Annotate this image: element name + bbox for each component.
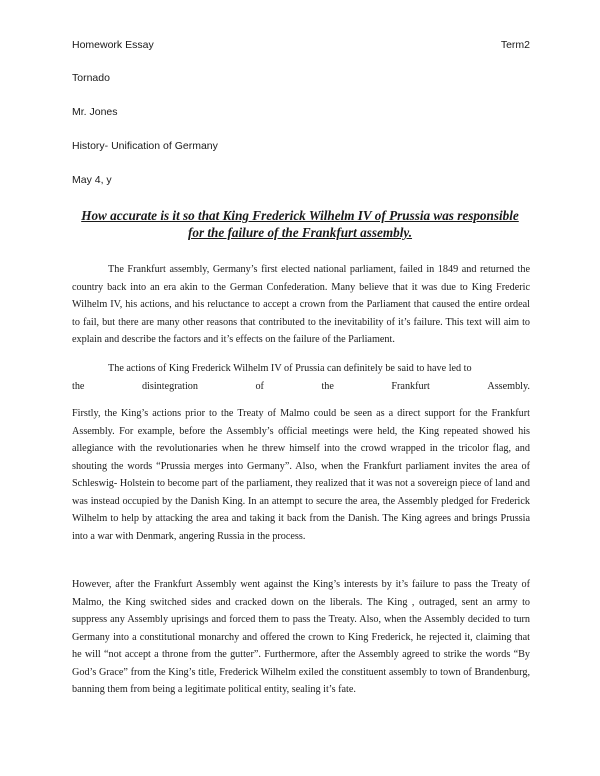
date-line: May 4, y (72, 174, 112, 186)
thesis-word: the (321, 380, 334, 392)
header-right: Term2 (500, 39, 530, 51)
thesis-word: disintegration (141, 380, 198, 392)
header-left: Homework Essay (72, 39, 154, 51)
thesis-word: Assembly. (487, 380, 530, 392)
thesis-line-2 (72, 378, 530, 396)
thesis-word: Frankfurt (391, 380, 430, 392)
paragraph-body-1: Firstly, the King’s actions prior to the Treaty of Malmo could be seen as a direct support for the Frankfurt Assembly. For example, before the Assembly’s official meetings were held, the King repeated showed his allegiance with the revolutionaries when he threw himself into the crowd wrapped in the tricolor flag, and shouting the words “Prussia merges into Germany”. Also, when the Frankfurt parliament invites the area of Schleswig- Holstein to become part of the parliament, they realized that it was not a sovereign piece of land and was instead occupied by the Danish King. In an attempt to secure the area, the Assembly pledged for Frederick Wilhelm to help by attacking the area and taking it back from the Danish. The King agrees and brings Prussia into a war with Denmark, angering Russia in the process. (72, 408, 530, 542)
title-line-1: How accurate is it so that King Frederick Wilhelm IV of Prussia was responsible (81, 208, 519, 223)
subject-line: History- Unification of Germany (72, 140, 218, 152)
paragraph-thesis (72, 360, 530, 395)
paragraph-intro: The Frankfurt assembly, Germany’s first elected national parliament, failed in 1849 and returned the country back into an era akin to the German Confederation. Many believe that it was due to King Frederic Wilhelm IV, his actions, and his reluctance to accept a crown from the Parliament that caused the entire ordeal to fail, but there are many other reasons that contributed to the inevitability of it’s failure. This text will aim to explain and describe the factors and it’s effects on the failure of the Parliament. (72, 264, 530, 345)
thesis-word: of (255, 380, 264, 392)
thesis-word: the (72, 380, 85, 392)
essay-title (70, 207, 530, 241)
title-line-2: for the failure of the Frankfurt assembly. (187, 225, 413, 240)
paragraph-body-2: However, after the Frankfurt Assembly went against the King’s interests by it’s failure to pass the Treaty of Malmo, the King switched sides and cracked down on the liberals. The King , outraged, sent an army to suppress any Assembly uprisings and forced them to pass the Treaty. Also, when the Assembly decided to turn Germany into a constitutional monarchy and offered the crown to King Frederick, he rejected it, claiming that he will “not accept a throne from the gutter”. Furthermore, after the Assembly agreed to strike the words “By God’s Grace” from the King’s title, Frederick Wilhelm exiled the constituent assembly to town of Brandenburg, banning them from being a legitimate political entity, sealing it’s fate. (72, 579, 530, 695)
thesis-line-1: The actions of King Frederick Wilhelm IV of Prussia can definitely be said to have led to (108, 363, 472, 374)
teacher-name: Mr. Jones (72, 106, 118, 118)
author-name: Tornado (72, 72, 110, 84)
